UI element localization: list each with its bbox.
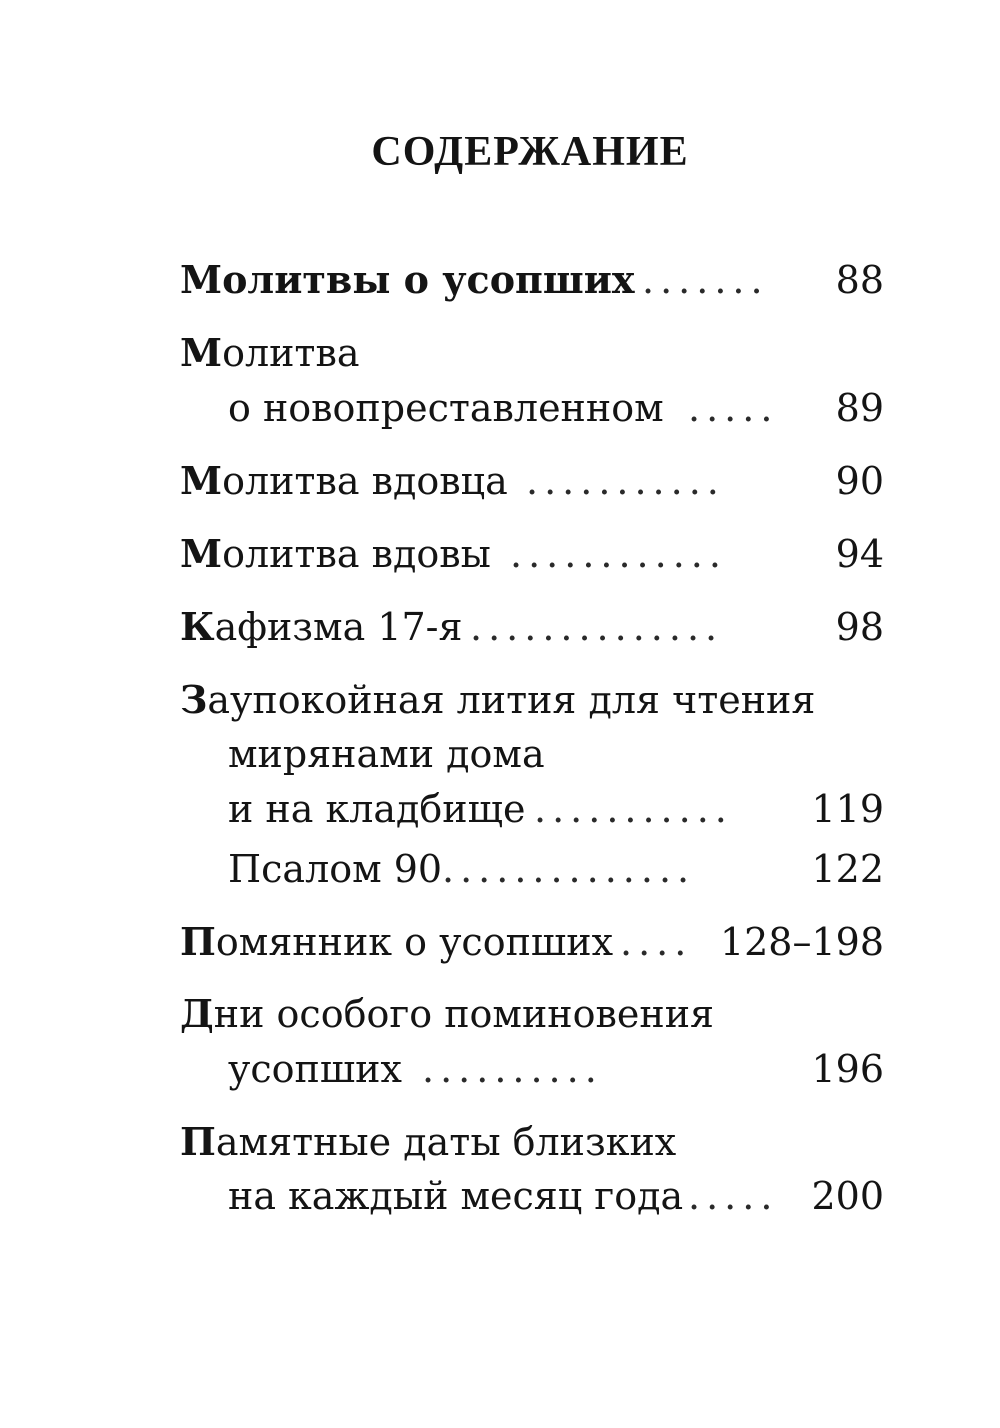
toc-entry-title: о новопреставленном [228, 386, 664, 430]
toc-entry-title: Дни особого поминовения [180, 991, 714, 1036]
toc-page-number: 90 [835, 459, 884, 503]
toc-entry-title: Заупокойная лития для чтения [180, 677, 816, 722]
toc-entry-widow-prayer[interactable] [180, 528, 884, 580]
toc-entry-continuation[interactable] [180, 382, 884, 434]
toc-entry-memorial-book[interactable] [180, 916, 884, 968]
toc-entry-continuation[interactable] [180, 783, 884, 835]
toc-entry-memorable-dates[interactable] [180, 1116, 884, 1168]
toc-entry-prayers-for-departed[interactable] [180, 254, 884, 306]
toc-entry-title: Кафизма 17-я [180, 604, 463, 649]
dot-leader: ........... [534, 787, 733, 831]
toc-page-number: 122 [811, 847, 884, 891]
toc-entry-title: Молитва вдовы [180, 531, 491, 576]
toc-entry-prayer-newly-departed[interactable] [180, 327, 884, 379]
toc-entry-title: и на кладбище [228, 787, 526, 831]
toc-entry-title: Памятные даты близких [180, 1119, 677, 1164]
toc-entry-title: Помянник о усопших [180, 919, 613, 964]
toc-entry-widower-prayer[interactable] [180, 455, 884, 507]
toc-entry-funeral-litia[interactable] [180, 674, 884, 726]
toc-entry-title: Молитва вдовца [180, 458, 508, 503]
dot-leader: .......... [422, 1047, 603, 1091]
toc-page-number: 88 [835, 258, 884, 302]
toc-page-number: 98 [835, 605, 884, 649]
toc-page-number: 94 [835, 532, 884, 576]
dot-leader: ........... [526, 459, 725, 503]
toc-entry-continuation[interactable] [180, 1170, 884, 1222]
dot-leader: ............ [510, 532, 727, 576]
toc-page-number: 196 [811, 1047, 884, 1091]
dot-leader: .............. [442, 847, 696, 891]
toc-page-number: 128–198 [719, 920, 884, 964]
toc-entry-title: Молитвы о усопших [180, 257, 635, 302]
dot-leader: ..... [688, 386, 779, 430]
toc-entry-title: Молитва [180, 330, 360, 375]
toc-entry-kathisma-17[interactable] [180, 601, 884, 653]
toc-entry-title: мирянами дома [228, 732, 545, 776]
toc-entry-psalm-90[interactable] [180, 843, 884, 895]
dot-leader: ..... [688, 1174, 779, 1218]
toc-entry-continuation[interactable] [180, 728, 884, 780]
page-title: СОДЕРЖАНИЕ [371, 129, 689, 175]
toc-page-number: 200 [811, 1174, 884, 1218]
dot-leader: .............. [470, 605, 724, 649]
toc-entry-title: на каждый месяц года [228, 1174, 684, 1218]
toc-entry-title: усопших [228, 1047, 402, 1091]
toc-entry-continuation[interactable] [180, 1043, 884, 1095]
toc-page-number: 119 [811, 787, 884, 831]
toc-page-number: 89 [835, 386, 884, 430]
toc-entry-title: Псалом 90 [228, 847, 443, 891]
toc-entry-special-days[interactable] [180, 988, 884, 1040]
dot-leader: .... [620, 920, 693, 964]
dot-leader: ....... [642, 258, 769, 302]
